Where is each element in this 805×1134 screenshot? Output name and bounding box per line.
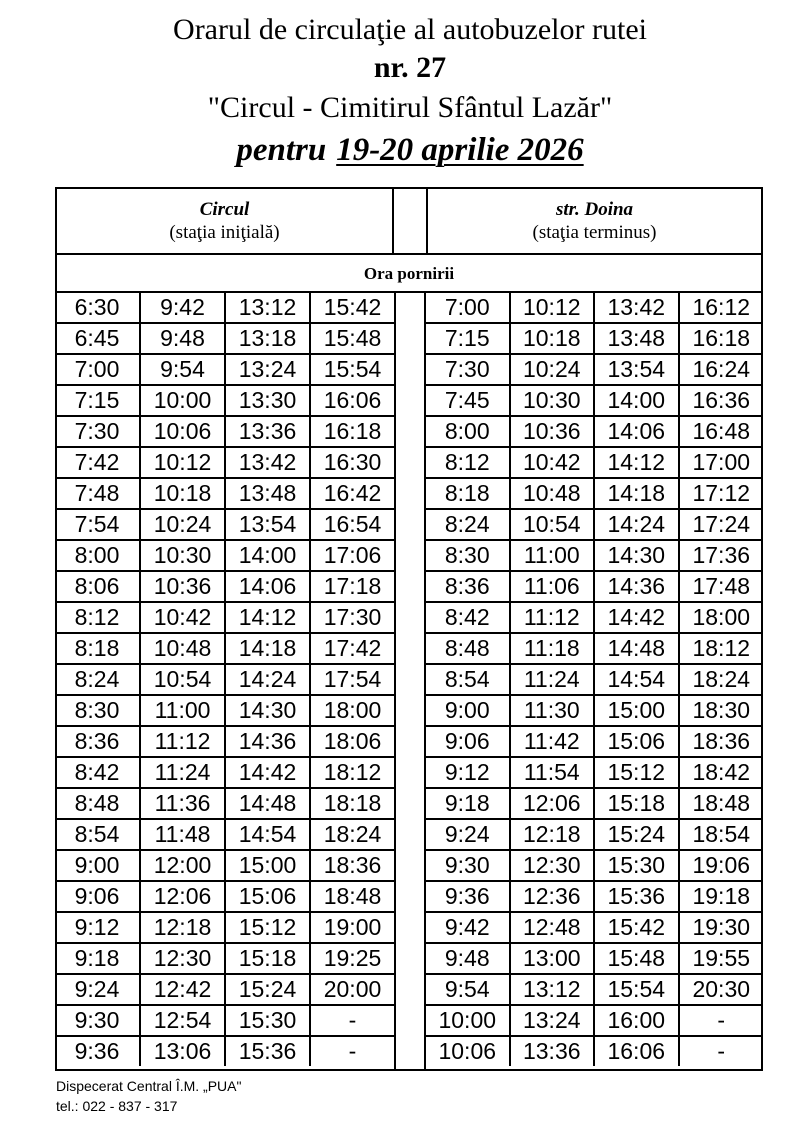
departure-time: 6:45 bbox=[55, 323, 140, 354]
departure-time: 15:12 bbox=[594, 757, 679, 788]
table-row bbox=[55, 293, 395, 323]
departure-time: 9:06 bbox=[425, 726, 510, 757]
departure-time: 15:00 bbox=[594, 695, 679, 726]
departure-time: 9:12 bbox=[425, 757, 510, 788]
departure-time: 9:30 bbox=[425, 850, 510, 881]
departure-time: 8:12 bbox=[55, 602, 140, 633]
departure-time: 15:48 bbox=[310, 323, 395, 354]
departure-time: 9:48 bbox=[425, 943, 510, 974]
title-line: Orarul de circulaţie al autobuzelor rutei bbox=[173, 13, 647, 46]
departure-time: 15:18 bbox=[225, 943, 310, 974]
departure-time: 13:48 bbox=[225, 478, 310, 509]
departure-time: 10:00 bbox=[425, 1005, 510, 1036]
departure-time: 12:18 bbox=[140, 912, 225, 943]
departure-time: 8:24 bbox=[55, 664, 140, 695]
departure-time: 16:06 bbox=[310, 385, 395, 416]
table-row bbox=[55, 850, 395, 881]
departure-time: 10:12 bbox=[510, 293, 595, 323]
table-row bbox=[55, 819, 395, 850]
departure-time: - bbox=[310, 1036, 395, 1066]
departure-time: 14:00 bbox=[225, 540, 310, 571]
table-row bbox=[55, 602, 395, 633]
departure-time: 9:12 bbox=[55, 912, 140, 943]
departure-time: 16:36 bbox=[679, 385, 764, 416]
departure-time: 15:36 bbox=[225, 1036, 310, 1066]
departure-time: 16:48 bbox=[679, 416, 764, 447]
departure-time: 17:24 bbox=[679, 509, 764, 540]
departure-time: 18:36 bbox=[679, 726, 764, 757]
table-row bbox=[425, 788, 763, 819]
departure-time: 15:06 bbox=[225, 881, 310, 912]
departure-time: 17:36 bbox=[679, 540, 764, 571]
departure-time: 19:06 bbox=[679, 850, 764, 881]
departure-time: 8:24 bbox=[425, 509, 510, 540]
table-row bbox=[55, 385, 395, 416]
departure-time: 12:54 bbox=[140, 1005, 225, 1036]
departure-time: 18:24 bbox=[679, 664, 764, 695]
departure-time: 17:42 bbox=[310, 633, 395, 664]
departure-time: - bbox=[310, 1005, 395, 1036]
departure-time: 10:24 bbox=[140, 509, 225, 540]
departure-time: 13:36 bbox=[225, 416, 310, 447]
departure-time: 11:06 bbox=[510, 571, 595, 602]
route-number: nr. 27 bbox=[373, 51, 447, 84]
departure-time: 12:30 bbox=[140, 943, 225, 974]
left-stop-name: Circul bbox=[199, 199, 250, 220]
departure-time: 15:42 bbox=[310, 293, 395, 323]
table-row bbox=[425, 1005, 763, 1036]
table-row bbox=[55, 354, 395, 385]
departure-time: 13:54 bbox=[594, 354, 679, 385]
departure-time: 8:48 bbox=[425, 633, 510, 664]
departure-time: 14:30 bbox=[225, 695, 310, 726]
header-gap bbox=[394, 189, 426, 255]
departure-time: 15:54 bbox=[310, 354, 395, 385]
departure-time: 13:24 bbox=[225, 354, 310, 385]
left-stop-subtitle: (staţia iniţială) bbox=[169, 222, 280, 243]
departure-time: 7:42 bbox=[55, 447, 140, 478]
departure-time: 16:42 bbox=[310, 478, 395, 509]
footer bbox=[56, 1076, 241, 1116]
departure-time: 14:48 bbox=[594, 633, 679, 664]
departure-time: 16:54 bbox=[310, 509, 395, 540]
table-row bbox=[425, 664, 763, 695]
table-row bbox=[55, 664, 395, 695]
departure-time: 9:54 bbox=[140, 354, 225, 385]
departure-time: 11:12 bbox=[510, 602, 595, 633]
table-row bbox=[55, 943, 395, 974]
departure-time: 8:18 bbox=[425, 478, 510, 509]
right-stop-name: str. Doina bbox=[555, 199, 634, 220]
departure-time: 11:18 bbox=[510, 633, 595, 664]
departure-time: 14:18 bbox=[225, 633, 310, 664]
departure-time: 10:54 bbox=[510, 509, 595, 540]
schedule-date: 19-20 aprilie 2026 bbox=[336, 132, 584, 168]
table-row bbox=[425, 943, 763, 974]
departure-time: 17:06 bbox=[310, 540, 395, 571]
departure-time: 17:54 bbox=[310, 664, 395, 695]
table-row bbox=[425, 385, 763, 416]
departure-time: 12:06 bbox=[510, 788, 595, 819]
departure-time: 18:30 bbox=[679, 695, 764, 726]
table-row bbox=[55, 757, 395, 788]
departure-time: 16:30 bbox=[310, 447, 395, 478]
table-row bbox=[55, 1036, 395, 1066]
departure-time: 15:24 bbox=[594, 819, 679, 850]
timetable bbox=[55, 187, 763, 1071]
departure-time: 18:18 bbox=[310, 788, 395, 819]
departure-time: 19:00 bbox=[310, 912, 395, 943]
departure-time: 8:36 bbox=[425, 571, 510, 602]
departure-time: - bbox=[679, 1005, 764, 1036]
departure-time: 8:42 bbox=[55, 757, 140, 788]
departure-time: 7:48 bbox=[55, 478, 140, 509]
departure-time: 10:12 bbox=[140, 447, 225, 478]
departure-time: 12:36 bbox=[510, 881, 595, 912]
departure-time: 7:00 bbox=[425, 293, 510, 323]
departure-time: 9:54 bbox=[425, 974, 510, 1005]
departure-time: 9:06 bbox=[55, 881, 140, 912]
departure-time: 18:36 bbox=[310, 850, 395, 881]
departure-time: 9:24 bbox=[425, 819, 510, 850]
departure-time: 8:00 bbox=[425, 416, 510, 447]
table-row bbox=[55, 478, 395, 509]
table-row bbox=[425, 602, 763, 633]
departure-time: 6:30 bbox=[55, 293, 140, 323]
table-row bbox=[425, 540, 763, 571]
title-block bbox=[0, 12, 805, 172]
table-row bbox=[425, 1036, 763, 1066]
table-row bbox=[425, 850, 763, 881]
date-line bbox=[0, 128, 805, 172]
departure-time: 12:18 bbox=[510, 819, 595, 850]
table-row bbox=[425, 695, 763, 726]
departure-time: 11:00 bbox=[510, 540, 595, 571]
departure-time: 10:42 bbox=[140, 602, 225, 633]
table-row bbox=[425, 478, 763, 509]
departure-time: 12:42 bbox=[140, 974, 225, 1005]
table-row bbox=[425, 912, 763, 943]
departure-time: 13:42 bbox=[594, 293, 679, 323]
section-label: Ora pornirii bbox=[57, 255, 761, 293]
table-row bbox=[55, 974, 395, 1005]
departure-time: 8:06 bbox=[55, 571, 140, 602]
departure-time: 13:30 bbox=[225, 385, 310, 416]
departure-time: 18:24 bbox=[310, 819, 395, 850]
departure-time: 13:18 bbox=[225, 323, 310, 354]
departure-time: 10:54 bbox=[140, 664, 225, 695]
departure-time: 18:42 bbox=[679, 757, 764, 788]
departure-time: 15:06 bbox=[594, 726, 679, 757]
table-row bbox=[55, 540, 395, 571]
table-row bbox=[55, 416, 395, 447]
departure-time: 19:25 bbox=[310, 943, 395, 974]
departure-time: 8:30 bbox=[55, 695, 140, 726]
departure-time: 8:54 bbox=[425, 664, 510, 695]
departure-time: 14:36 bbox=[594, 571, 679, 602]
departure-time: 7:00 bbox=[55, 354, 140, 385]
departure-time: 9:36 bbox=[425, 881, 510, 912]
departure-time: 8:48 bbox=[55, 788, 140, 819]
departure-time: 9:42 bbox=[425, 912, 510, 943]
departure-time: 15:18 bbox=[594, 788, 679, 819]
departure-time: 15:30 bbox=[594, 850, 679, 881]
departure-time: 15:00 bbox=[225, 850, 310, 881]
departure-time: 13:24 bbox=[510, 1005, 595, 1036]
departure-time: 10:24 bbox=[510, 354, 595, 385]
right-departures-table bbox=[424, 293, 763, 1066]
departure-time: 14:30 bbox=[594, 540, 679, 571]
table-row bbox=[55, 571, 395, 602]
table-row bbox=[425, 757, 763, 788]
departure-time: 9:00 bbox=[55, 850, 140, 881]
departure-time: 17:48 bbox=[679, 571, 764, 602]
departure-time: 19:18 bbox=[679, 881, 764, 912]
table-row bbox=[55, 788, 395, 819]
right-stop-header bbox=[426, 189, 761, 255]
departure-time: 14:12 bbox=[225, 602, 310, 633]
departure-time: 16:00 bbox=[594, 1005, 679, 1036]
departure-time: 18:48 bbox=[679, 788, 764, 819]
departure-time: 10:30 bbox=[510, 385, 595, 416]
departure-time: 14:54 bbox=[594, 664, 679, 695]
table-row bbox=[425, 323, 763, 354]
departure-time: 17:18 bbox=[310, 571, 395, 602]
departure-time: 15:36 bbox=[594, 881, 679, 912]
departure-time: 15:30 bbox=[225, 1005, 310, 1036]
table-row bbox=[425, 509, 763, 540]
departure-time: 20:30 bbox=[679, 974, 764, 1005]
route-name: "Circul - Cimitirul Sfântul Lazăr" bbox=[207, 91, 613, 124]
departure-time: 16:24 bbox=[679, 354, 764, 385]
column-gap bbox=[394, 293, 426, 1069]
table-row bbox=[425, 354, 763, 385]
left-stop-header bbox=[57, 189, 394, 255]
table-row bbox=[55, 633, 395, 664]
departure-time: 13:36 bbox=[510, 1036, 595, 1066]
departure-time: 10:18 bbox=[510, 323, 595, 354]
table-row bbox=[55, 323, 395, 354]
departure-time: 14:06 bbox=[225, 571, 310, 602]
departure-time: 13:12 bbox=[225, 293, 310, 323]
departure-time: 10:48 bbox=[140, 633, 225, 664]
departure-time: 20:00 bbox=[310, 974, 395, 1005]
departure-time: 8:00 bbox=[55, 540, 140, 571]
departure-time: 15:42 bbox=[594, 912, 679, 943]
departure-time: 18:06 bbox=[310, 726, 395, 757]
departure-time: 15:24 bbox=[225, 974, 310, 1005]
table-row bbox=[425, 881, 763, 912]
table-row bbox=[425, 726, 763, 757]
table-row bbox=[55, 726, 395, 757]
departure-time: 10:36 bbox=[140, 571, 225, 602]
departure-time: 11:24 bbox=[140, 757, 225, 788]
departure-time: 14:00 bbox=[594, 385, 679, 416]
departure-time: 8:36 bbox=[55, 726, 140, 757]
departure-time: 11:00 bbox=[140, 695, 225, 726]
departure-time: 19:30 bbox=[679, 912, 764, 943]
departure-time: 18:00 bbox=[679, 602, 764, 633]
departure-time: 12:30 bbox=[510, 850, 595, 881]
departure-time: 9:36 bbox=[55, 1036, 140, 1066]
departure-time: 9:18 bbox=[425, 788, 510, 819]
departure-time: 8:42 bbox=[425, 602, 510, 633]
departure-time: 7:15 bbox=[425, 323, 510, 354]
departure-time: 11:24 bbox=[510, 664, 595, 695]
departure-time: 16:18 bbox=[310, 416, 395, 447]
departure-time: 12:48 bbox=[510, 912, 595, 943]
departure-time: 10:36 bbox=[510, 416, 595, 447]
left-departures-table bbox=[55, 293, 396, 1066]
departure-time: 7:15 bbox=[55, 385, 140, 416]
departure-time: 10:42 bbox=[510, 447, 595, 478]
table-row bbox=[55, 881, 395, 912]
departure-time: 14:42 bbox=[225, 757, 310, 788]
departure-time: 11:30 bbox=[510, 695, 595, 726]
departure-time: 16:12 bbox=[679, 293, 764, 323]
departure-time: 13:42 bbox=[225, 447, 310, 478]
table-row bbox=[55, 912, 395, 943]
departure-time: 11:54 bbox=[510, 757, 595, 788]
departure-time: 14:12 bbox=[594, 447, 679, 478]
departure-time: 9:30 bbox=[55, 1005, 140, 1036]
departure-time: 10:18 bbox=[140, 478, 225, 509]
departure-time: 14:54 bbox=[225, 819, 310, 850]
departure-time: 7:30 bbox=[55, 416, 140, 447]
departure-time: 8:12 bbox=[425, 447, 510, 478]
departure-time: 8:30 bbox=[425, 540, 510, 571]
departure-time: 14:36 bbox=[225, 726, 310, 757]
departure-time: 18:54 bbox=[679, 819, 764, 850]
departure-time: 10:06 bbox=[425, 1036, 510, 1066]
phone-label: tel.: 022 - 837 - 317 bbox=[56, 1098, 178, 1114]
departure-time: 8:18 bbox=[55, 633, 140, 664]
departure-time: 9:18 bbox=[55, 943, 140, 974]
departure-time: 10:48 bbox=[510, 478, 595, 509]
departure-time: 17:30 bbox=[310, 602, 395, 633]
departure-time: 14:06 bbox=[594, 416, 679, 447]
departure-time: 11:48 bbox=[140, 819, 225, 850]
table-row bbox=[425, 293, 763, 323]
departure-time: 11:36 bbox=[140, 788, 225, 819]
table-row bbox=[425, 819, 763, 850]
departure-time: 9:42 bbox=[140, 293, 225, 323]
departure-time: 7:45 bbox=[425, 385, 510, 416]
table-row bbox=[55, 695, 395, 726]
departure-time: 15:48 bbox=[594, 943, 679, 974]
departure-time: 14:24 bbox=[225, 664, 310, 695]
departure-time: 13:06 bbox=[140, 1036, 225, 1066]
table-row bbox=[55, 447, 395, 478]
departure-time: 9:48 bbox=[140, 323, 225, 354]
departure-time: 10:06 bbox=[140, 416, 225, 447]
departure-time: 9:00 bbox=[425, 695, 510, 726]
departure-time: 13:48 bbox=[594, 323, 679, 354]
table-row bbox=[425, 447, 763, 478]
right-stop-subtitle: (staţia terminus) bbox=[532, 222, 657, 243]
table-row bbox=[425, 416, 763, 447]
departure-time: 19:55 bbox=[679, 943, 764, 974]
departure-time: 14:48 bbox=[225, 788, 310, 819]
departure-time: 13:54 bbox=[225, 509, 310, 540]
departure-time: 15:54 bbox=[594, 974, 679, 1005]
table-row bbox=[425, 974, 763, 1005]
departure-time: 10:00 bbox=[140, 385, 225, 416]
table-row bbox=[425, 633, 763, 664]
departure-time: 7:54 bbox=[55, 509, 140, 540]
departure-time: 10:30 bbox=[140, 540, 225, 571]
departure-time: 12:06 bbox=[140, 881, 225, 912]
table-row bbox=[425, 571, 763, 602]
departure-time: 13:00 bbox=[510, 943, 595, 974]
departure-time: 18:48 bbox=[310, 881, 395, 912]
departure-time: 15:12 bbox=[225, 912, 310, 943]
departure-time: 18:00 bbox=[310, 695, 395, 726]
departure-time: 9:24 bbox=[55, 974, 140, 1005]
departure-time: 16:18 bbox=[679, 323, 764, 354]
departure-time: 13:12 bbox=[510, 974, 595, 1005]
departure-time: 17:12 bbox=[679, 478, 764, 509]
departure-time: 14:42 bbox=[594, 602, 679, 633]
departure-time: 11:12 bbox=[140, 726, 225, 757]
table-row bbox=[55, 509, 395, 540]
departure-time: 12:00 bbox=[140, 850, 225, 881]
departure-time: 16:06 bbox=[594, 1036, 679, 1066]
departure-time: 11:42 bbox=[510, 726, 595, 757]
date-prefix: pentru bbox=[236, 132, 327, 168]
departure-time: 17:00 bbox=[679, 447, 764, 478]
departure-time: 14:18 bbox=[594, 478, 679, 509]
table-row bbox=[55, 1005, 395, 1036]
departure-time: - bbox=[679, 1036, 764, 1066]
departure-time: 18:12 bbox=[310, 757, 395, 788]
departure-time: 7:30 bbox=[425, 354, 510, 385]
dispatcher-label: Dispecerat Central Î.M. „PUA" bbox=[56, 1078, 242, 1094]
departure-time: 8:54 bbox=[55, 819, 140, 850]
departure-time: 14:24 bbox=[594, 509, 679, 540]
departure-time: 18:12 bbox=[679, 633, 764, 664]
